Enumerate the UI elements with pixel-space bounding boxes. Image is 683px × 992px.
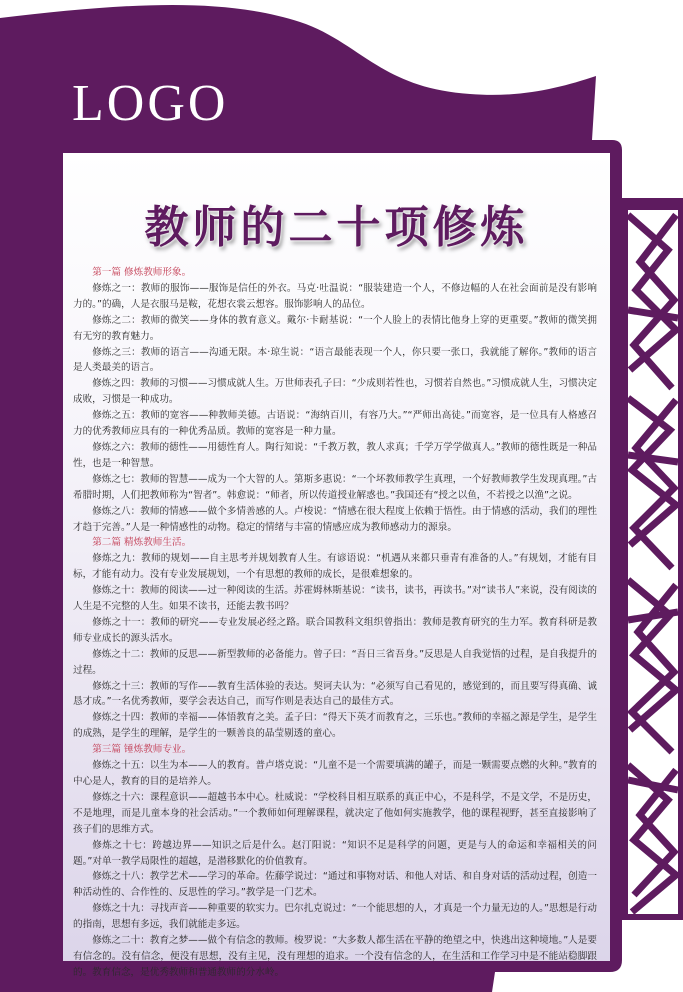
paragraph: 修炼之十六：课程意识——超越书本中心。杜威说：“学校科目相互联系的真正中心，不是科学，不是文学，不是历史，不是地理，而是儿童本身的社会活动。”一个教师如何理解课程，就决定了他如何实施教学，他的课程视野，甚至直接影响了孩子们的思维方式。 xyxy=(73,791,597,835)
article-body xyxy=(73,265,597,981)
section-heading: 第一篇 修炼教师形象。 xyxy=(92,267,192,278)
paragraph: 修炼之四：教师的习惯——习惯成就人生。万世师表孔子曰：“少成则若性也，习惯若自然也。”习惯成就人生，习惯决定成败，习惯是一种成功。 xyxy=(73,378,597,406)
paragraph: 修炼之十一：教师的研究——专业发展必经之路。联合国教科文组织曾指出：教师是教育研究的生力军。教育科研是教师专业成长的源头活水。 xyxy=(73,616,597,644)
paragraph: 修炼之三：教师的语言——沟通无限。本·琼生说：“语言最能表现一个人，你只要一张口，我就能了解你。”教师的语言是人类最美的语言。 xyxy=(73,346,597,374)
logo: LOGO xyxy=(72,75,229,132)
paragraph: 修炼之六：教师的德性——用德性育人。陶行知说：“千教万教，教人求真；千学万学学做真人。”教师的德性既是一种品性，也是一种智慧。 xyxy=(73,441,597,469)
paragraph: 修炼之八：教师的情感——做个多情善感的人。卢梭说：“情感在很大程度上依赖于悟性。由于情感的活动，我们的理性才趋于完善。”人是一种情感性的动物。稳定的情绪与丰富的情感应成为教师感动力的源泉。 xyxy=(73,505,597,533)
paragraph: 修炼之五：教师的宽容——种教师美德。古语说：“海纳百川，有容乃大。”“严师出高徒。”而宽容，是一位具有人格感召力的优秀教师应具有的一种优秀品质。教师的宽容是一种力量。 xyxy=(73,410,597,438)
paragraph: 修炼之九：教师的规划——自主思考并规划教育人生。有谚语说：“机遇从来都只垂青有准备的人。”有规划，才能有目标，才能有动力。没有专业发展规划，一个有思想的教师的成长，是很难想象的。 xyxy=(73,553,597,581)
paragraph: 修炼之十二：教师的反思——新型教师的必备能力。曾子曰：“吾日三省吾身。”反思是人自我觉悟的过程，是自我提升的过程。 xyxy=(73,648,597,676)
paragraph: 修炼之二十：教育之梦——做个有信念的教师。梭罗说：“大多数人都生活在平静的绝望之中，快逃出这种境地。”人是要有信念的。没有信念，便没有思想，没有主见，没有理想的追求。一个没有信念的人，在生活和工作学习中是不能站稳脚跟的。教育信念，是优秀教师和普通教师的分水岭。 xyxy=(73,935,597,978)
paragraph: 修炼之十五：以生为本——人的教育。普卢塔克说：“儿童不是一个需要填满的罐子，而是一颗需要点燃的火种。”教育的中心是人，教育的目的是培养人。 xyxy=(73,760,597,787)
board-title: 教师的二十项修炼 xyxy=(144,202,529,253)
section-heading: 第二篇 精炼教师生活。 xyxy=(92,537,192,549)
lattice-window-icon xyxy=(625,205,681,917)
paragraph: 修炼之十九：寻找声音——种重要的软实力。巴尔扎克说过：“一个能思想的人，才真是一个力量无边的人。”思想是行动的指南，思想有多远，我们就能走多远。 xyxy=(73,903,597,931)
paragraph: 修炼之十四：教师的幸福——体悟教育之美。孟子曰：“得天下英才而教育之，三乐也。”教师的幸福之源是学生，是学生的成熟，是学生的理解，是学生的一颗善良的晶莹剔透的童心。 xyxy=(73,712,597,740)
paragraph: 修炼之十：教师的阅读——过一种阅读的生活。苏霍姆林斯基说：“读书，读书，再读书。”对“读书人”来说，没有阅读的人生是不完整的人生。如果不读书，还能去教书吗？ xyxy=(73,585,597,613)
paragraph: 修炼之二：教师的微笑——身体的教育意义。戴尔·卡耐基说：“一个人脸上的表情比他身上穿的更重要。”教师的微笑拥有无穷的教育魅力。 xyxy=(73,314,597,342)
paragraph: 修炼之十八：教学艺术——学习的革命。佐藤学说过：“通过和事物对话、和他人对话、和自身对话的活动过程，创造一种活动性的、合作性的、反思性的学习。”教学是一门艺术。 xyxy=(73,871,597,899)
content-panel xyxy=(63,153,610,978)
paragraph: 修炼之一：教师的服饰——服饰是信任的外衣。马克·吐温说：“服装建造一个人，不修边幅的人在社会面前是没有影响力的。”的确，人是衣服马是鞍，花想衣裳云想容。服饰影响人的品位。 xyxy=(73,282,597,310)
paragraph: 修炼之十三：教师的写作——教育生活体验的表达。契诃夫认为：“必须写自己看见的，感觉到的，而且要写得真确、诚恳才成。”一名优秀教师，要学会表达自己，而写作则是表达自己的最佳方式。 xyxy=(73,680,597,708)
paragraph: 修炼之十七：跨越边界——知识之后是什么。赵汀阳说：“知识不足是科学的问题，更是与人的命运和幸福相关的问题。”对单一教学局限性的超越，是潜移默化的价值教育。 xyxy=(73,839,597,867)
paragraph: 修炼之七：教师的智慧——成为一个大智的人。第斯多惠说：“一个坏教师教学生真理，一个好教师教学生发现真理。”古希腊时期，人们把教师称为“智者”。韩愈说：“师者，所以传道授业解惑也。”我国还有“授之以鱼，不若授之以渔”之说。 xyxy=(73,473,597,501)
section-heading: 第三篇 锤炼教师专业。 xyxy=(92,744,192,756)
